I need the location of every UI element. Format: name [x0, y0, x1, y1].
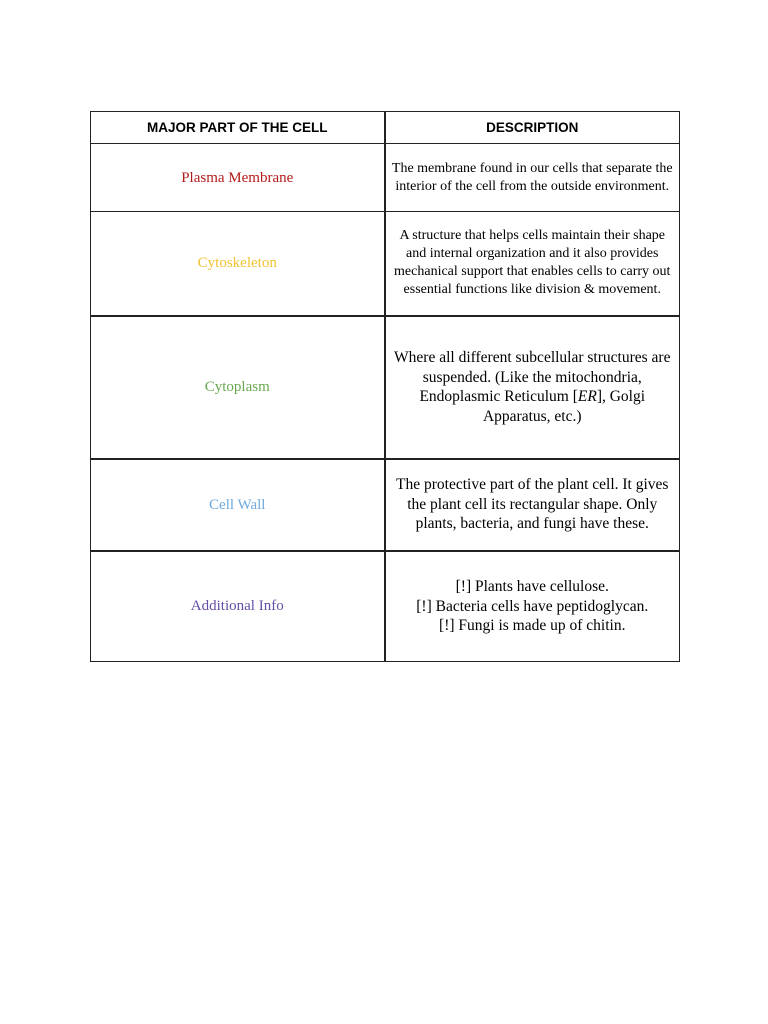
description-cell-wall: The protective part of the plant cell. It gives the plant cell its rectangular shape. Only plants, bacteria, and fungi have these.	[385, 459, 680, 551]
additional-info-line: [!] Bacteria cells have peptidoglycan.	[416, 597, 649, 615]
part-name-plasma-membrane: Plasma Membrane	[181, 169, 294, 186]
part-name-cytoplasm: Cytoplasm	[204, 379, 270, 395]
cell-parts-table	[90, 111, 680, 662]
description-plasma-membrane: The membrane found in our cells that separate the interior of the cell from the outside environment.	[385, 144, 680, 212]
description-cytoskeleton: A structure that helps cells maintain their shape and internal organization and it also provides mechanical support that enables cells to carry out essential functions like division & movement.	[385, 212, 680, 316]
table-row	[91, 144, 680, 212]
header-major-part: MAJOR PART OF THE CELL	[91, 112, 385, 144]
description-additional-info	[385, 551, 680, 662]
header-description: DESCRIPTION	[385, 112, 680, 144]
description-cytoplasm-text-end: ], Golgi Apparatus, etc.)	[482, 388, 646, 425]
table-row	[91, 459, 680, 551]
part-cell	[91, 212, 385, 316]
part-cell	[91, 316, 385, 459]
additional-info-line: [!] Fungi is made up of chitin.	[439, 617, 626, 634]
part-name-cell-wall: Cell Wall	[209, 496, 266, 513]
table-row	[91, 316, 680, 459]
description-cytoplasm-text: Where all different subcellular structures are suspended. (Like the mitochondria, Endoplasmic Reticulum [	[394, 349, 671, 405]
table-header-row	[91, 112, 680, 144]
part-name-additional-info: Additional Info	[190, 598, 284, 615]
description-cytoplasm	[385, 316, 680, 459]
part-name-cytoskeleton: Cytoskeleton	[197, 255, 277, 272]
part-cell	[91, 144, 385, 212]
additional-info-line: [!] Plants have cellulose.	[455, 578, 609, 595]
description-cytoplasm-italic: ER	[577, 388, 597, 405]
part-cell	[91, 551, 385, 662]
table-row	[91, 551, 680, 662]
part-cell	[91, 459, 385, 551]
table-row	[91, 212, 680, 316]
